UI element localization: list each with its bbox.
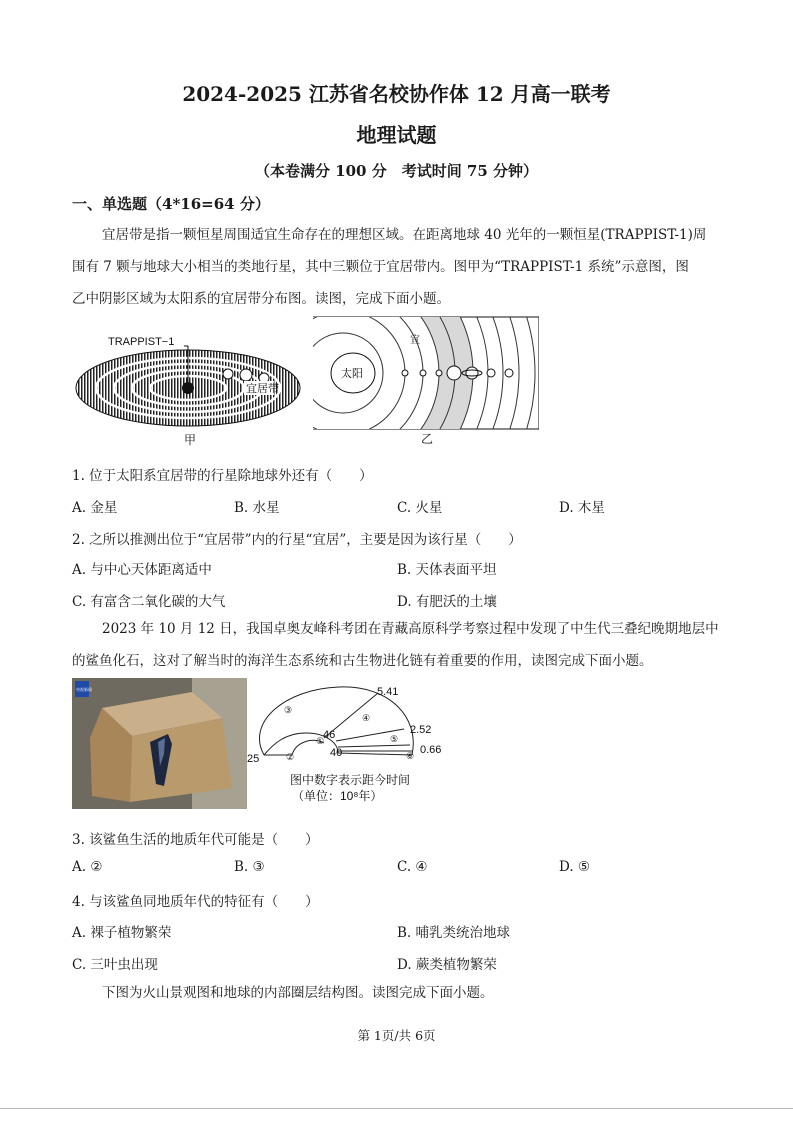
exam-title: 2024-2025 江苏省名校协作体 12 月高一联考 [182, 82, 611, 106]
region-marker: ④ [362, 713, 371, 723]
time-label: 5.41 [377, 686, 399, 698]
planet [240, 369, 252, 381]
page-number: 第 1页/共 6页 [357, 1028, 436, 1043]
exam-note: （本卷满分 100 分 考试时间 75 分钟） [254, 162, 539, 180]
star-label: TRAPPIST−1 [108, 336, 175, 348]
planet [505, 369, 513, 377]
photo-badge: 央视新闻 [76, 687, 92, 692]
planet [436, 370, 442, 376]
question-3-option-b[interactable]: B. ③ [234, 859, 265, 875]
passage-line: 2023 年 10 月 12 日，我国卓奥友峰科考团在青藏高原科学考察过程中发现了中生代三叠纪晚期地层中 [102, 621, 719, 637]
passage-habitable-zone [72, 219, 722, 315]
region-marker: ② [286, 752, 295, 762]
passage-shark-fossil [72, 613, 722, 677]
geologic-time-spiral [244, 683, 444, 808]
question-2-option-d[interactable]: D. 有肥沃的土壤 [397, 594, 497, 610]
zone-label: 宜 [410, 335, 420, 346]
passage-volcano [72, 977, 722, 1009]
passage-line: 宜居带是指一颗恒星周围适宜生命存在的理想区域。在距离地球 40 光年的一颗恒星(TRAPPIST-1)周 [102, 227, 707, 243]
passage-line: 的鲨鱼化石，这对了解当时的海洋生态系统和古生物进化链有着重要的作用，读图完成下面小题。 [72, 653, 653, 669]
question-4-stem: 4. 与该鲨鱼同地质年代的特征有（ ） [72, 894, 319, 910]
solar-habitable-zone-diagram [313, 315, 539, 445]
time-label: 40 [330, 747, 343, 759]
planet [223, 369, 233, 379]
sun-label: 太阳 [341, 368, 363, 380]
question-1-option-d[interactable]: D. 木星 [559, 500, 605, 516]
region-marker: ⑥ [406, 751, 415, 761]
passage-line: 围有 7 颗与地球大小相当的类地行星，其中三颗位于宜居带内。图甲为“TRAPPIST-1 系统”示意图，图 [72, 259, 689, 275]
figure-caption: 乙 [421, 432, 434, 445]
planet [487, 369, 495, 377]
time-label: 0.66 [420, 744, 442, 756]
boundary [338, 745, 410, 747]
region-marker: ③ [284, 705, 293, 715]
boundary [338, 753, 412, 755]
question-2-stem: 2. 之所以推测出位于“宜居带”内的行星“宜居”，主要是因为该行星（ ） [72, 532, 522, 548]
question-2-option-b[interactable]: B. 天体表面平坦 [397, 562, 497, 578]
question-4-option-d[interactable]: D. 蕨类植物繁荣 [397, 957, 497, 973]
question-4-option-c[interactable]: C. 三叶虫出现 [72, 957, 158, 973]
subject-title: 地理试题 [356, 123, 437, 147]
zone-label: 宜居带 [246, 383, 279, 395]
time-label: 25 [247, 753, 260, 765]
planet [402, 370, 408, 376]
planet [420, 370, 426, 376]
figure-caption: 图中数字表示距今时间 [290, 773, 411, 787]
question-2-option-a[interactable]: A. 与中心天体距离适中 [72, 562, 212, 578]
planet [466, 367, 478, 379]
passage-line: 下图为火山景观图和地球的内部圈层结构图。读图完成下面小题。 [102, 985, 494, 1001]
region-marker: ⑤ [390, 734, 399, 744]
question-1-option-c[interactable]: C. 火星 [397, 500, 443, 516]
figure-caption: 甲 [184, 433, 197, 447]
question-3-option-c[interactable]: C. ④ [397, 859, 428, 875]
question-1-option-a[interactable]: A. 金星 [72, 500, 118, 516]
question-1-option-b[interactable]: B. 水星 [234, 500, 280, 516]
question-2-option-c[interactable]: C. 有富含二氧化碳的大气 [72, 594, 226, 610]
question-3-option-d[interactable]: D. ⑤ [559, 859, 591, 875]
bottom-divider [0, 1108, 793, 1109]
question-1-stem: 1. 位于太阳系宜居带的行星除地球外还有（ ） [72, 468, 373, 484]
question-4-option-b[interactable]: B. 哺乳类统治地球 [397, 925, 511, 941]
region-marker: ① [316, 736, 325, 746]
question-4-option-a[interactable]: A. 裸子植物繁荣 [72, 925, 172, 941]
question-3-stem: 3. 该鲨鱼生活的地质年代可能是（ ） [72, 832, 319, 848]
time-label: 46 [323, 729, 336, 741]
time-label: 2.52 [410, 724, 432, 736]
question-3-option-a[interactable]: A. ② [72, 859, 103, 875]
trappist-system-diagram [72, 330, 304, 448]
shark-fossil-photo [72, 678, 247, 809]
passage-line: 乙中阴影区域为太阳系的宜居带分布图。读图，完成下面小题。 [72, 291, 450, 307]
section-heading: 一、单选题（4*16=64 分） [72, 195, 270, 213]
figure-caption: （单位：10⁸年） [292, 789, 383, 803]
planet [447, 366, 461, 380]
star-trappist [182, 382, 194, 394]
